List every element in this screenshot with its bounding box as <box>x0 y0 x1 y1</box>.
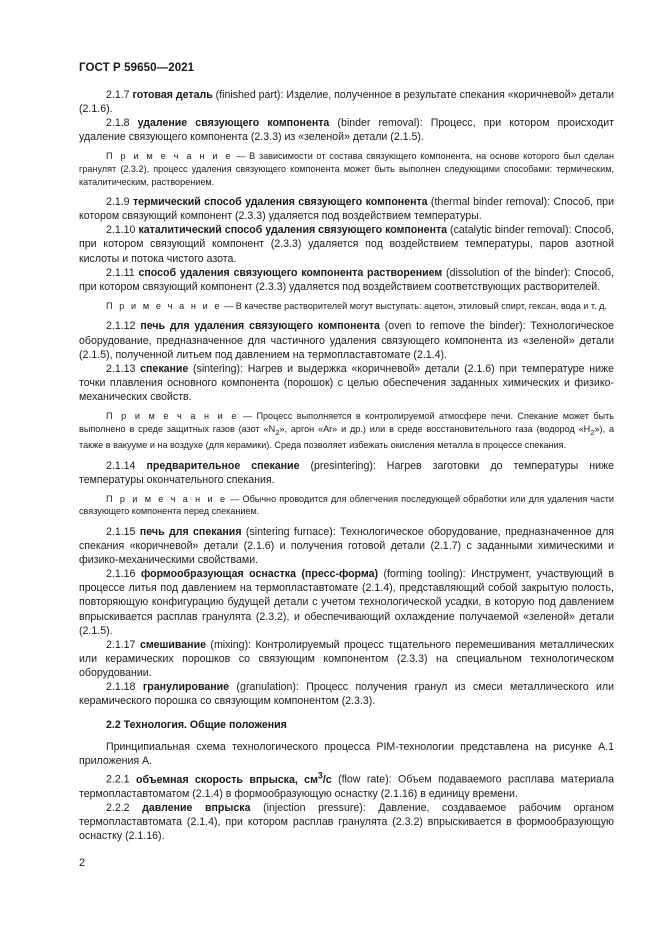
definition: (sintering): Нагрев и выдержка «коричневой» детали (2.1.6) при температуре ниже точки плавления основного компонента (порошок) с целью обеспечения заданных химических и физико-механических свойств. <box>79 362 614 403</box>
definition: (dissolution of the binder): Способ, при котором связующий компонент (2.3.3) удаляется под воздействием соответствующих растворителей. <box>79 266 614 293</box>
subscript: 2 <box>275 427 280 437</box>
clause-number: 2.1.10 <box>106 224 136 237</box>
clause-number: 2.1.15 <box>106 525 136 538</box>
clause-2-1-9 <box>79 195 614 223</box>
term: формообразующая оснастка (пресс-форма) <box>140 568 378 581</box>
definition: (sintering furnace): Технологическое оборудование, предназначенное для спекания «коричневой» детали (2.1.6) и получения готовой детали (2.1.7) с заданными химическими и физико-механическими свойствами. <box>79 525 615 567</box>
clause-2-1-16 <box>79 567 614 637</box>
note-2-1-11 <box>79 300 614 313</box>
note-text: — В зависимости от состава связующего компонента, на основе которого был сделан гранулят (2.3.2), процесс удаления связующего компонента может быть выполнен следующими способами: термическим, каталитическим, растворением. <box>79 151 614 187</box>
term: готовая деталь <box>132 89 213 101</box>
section-title-2-2: 2.2 Технология. Общие положения <box>106 719 287 732</box>
clause-2-1-11 <box>79 266 614 294</box>
definition: (thermal binder removal): Способ, при котором связующий компонент (2.3.3) удаляется под воздействием температуры. <box>79 196 614 223</box>
clause-2-1-18 <box>79 680 614 708</box>
definition: (binder removal): Процесс, при котором происходит удаление связующего компонента (2.3.3) из «зеленой» детали (2.1.5). <box>79 117 614 144</box>
term: каталитический способ удаления связующего компонента <box>138 224 448 237</box>
clause-2-2-2 <box>79 801 614 843</box>
clause-number: 2.2.2 <box>106 802 130 815</box>
clause-number: 2.1.11 <box>106 266 135 279</box>
note-2-1-13 <box>79 410 614 452</box>
note-text-c: »), а также в вакууме и на воздухе (для керамики). Среда позволяет избежать окисления металла в процессе спекания. <box>79 423 615 450</box>
term: удаление связующего компонента <box>137 117 330 130</box>
term <box>135 770 332 786</box>
clause-number: 2.1.7 <box>106 89 130 101</box>
clause-number: 2.1.14 <box>106 459 136 472</box>
definition: (forming tooling): Инструмент, участвующий в процессе литья под давлением на термопластавтомате (2.1.4), представляющий собой закрытую полость, повторяющую конфигурацию будущей детали с учетом технологической усадки, в которую под давлением впрыскивается расплав гранулята (2.3.2), и обеспечивающий охлаждение получаемой «зеленой» детали (2.1.5). <box>79 568 614 637</box>
clause-2-1-8 <box>79 116 614 144</box>
clause-2-1-15 <box>79 525 614 567</box>
clause-number: 2.2.1 <box>106 773 130 786</box>
term: печь для удаления связующего компонента <box>140 320 380 333</box>
definition: (mixing): Контролируемый процесс тщательного перемешивания металлических или керамических порошков со связующим компонентом (2.3.3) на специальном технологическом оборудовании. <box>79 638 614 679</box>
note-text: — В качестве растворителей могут выступать: ацетон, этиловый спирт, гексан, вода и т. д. <box>221 300 607 311</box>
term: гранулирование <box>142 680 230 693</box>
definition: (finished part): Изделие, полученное в результате спекания «коричневой» детали (2.1.6). <box>79 89 614 116</box>
term: предварительное спекание <box>146 459 300 472</box>
note-text-b: », аргон «Ar» и др.) или в среде восстановительного газа (водород «H <box>279 423 591 434</box>
definition: (catalytic binder removal): Способ, при котором связующий компонент (2.3.3) удаляется под воздействием температуры, паров азотной кислоты и потока чистого азота. <box>79 224 614 265</box>
term: спекание <box>140 362 189 375</box>
clause-2-1-17 <box>79 638 614 680</box>
definition: (flow rate): Объем подаваемого расплава материала термопластавтоматом (2.1.4) в формообразующую оснастку (2.1.16) в единицу времени. <box>79 773 614 801</box>
note-text: — Обычно проводится для облегчения последующей обработки или для удаления части связующего компонента перед спеканием. <box>79 493 614 517</box>
page-number: 2 <box>79 857 86 869</box>
term: термический способ удаления связующего компонента <box>132 196 428 209</box>
section-2-2-intro: Принципиальная схема технологического процесса PIM-технологии представлена на рисунке А.1 приложения А. <box>79 741 614 768</box>
note-label: П р и м е ч а н и е <box>106 300 222 311</box>
definition: (granulation): Процесс получения гранул из смеси металлического или керамического порошка со связующим компонентом (2.3.3). <box>79 680 614 708</box>
definition: (presintering): Нагрев заготовки до температуры ниже температуры окончательного спекания. <box>79 459 614 486</box>
clause-number: 2.1.18 <box>106 680 136 693</box>
term: давление впрыска <box>142 802 251 815</box>
document-id-header: ГОСТ Р 59650—2021 <box>79 62 195 74</box>
clause-number: 2.1.12 <box>106 320 136 333</box>
clause-2-1-13 <box>79 362 614 404</box>
note-2-1-14 <box>79 493 614 518</box>
subscript: 2 <box>590 427 595 437</box>
clause-2-1-7 <box>79 88 614 116</box>
term: печь для спекания <box>139 525 242 538</box>
clause-number: 2.1.16 <box>106 568 136 581</box>
page-content <box>79 88 614 843</box>
note-label: П р и м е ч а н и е <box>106 493 228 504</box>
superscript: 3 <box>317 770 323 781</box>
clause-2-1-14 <box>79 459 614 487</box>
clause-number: 2.1.13 <box>106 362 136 375</box>
note-label: П р и м е ч а н и е <box>106 151 233 162</box>
term: смешивание <box>139 638 206 651</box>
term-text: объемная скорость впрыска, см <box>135 773 318 786</box>
clause-number: 2.1.9 <box>106 196 130 209</box>
definition: (oven to remove the binder): Технологическое оборудование, предназначенное для частичного удаления связующего компонента из «зеленой» детали (2.1.5), полученной литьем под давлением на термопластавтомате (2.1.4). <box>79 320 614 361</box>
clause-2-2-1 <box>79 768 614 801</box>
clause-2-1-10 <box>79 223 614 265</box>
term: способ удаления связующего компонента растворением <box>138 266 443 279</box>
clause-number: 2.1.8 <box>106 117 130 130</box>
clause-number: 2.1.17 <box>106 638 136 651</box>
clause-2-1-12 <box>79 319 614 361</box>
definition: (injection pressure): Давление, создаваемое рабочим органом термопластавтомата (2.1.4), при котором расплав гранулята (2.3.2) впрыскивается в формообразующую оснастку (2.1.16). <box>79 802 614 843</box>
term-tail: /с <box>322 773 332 786</box>
note-2-1-8 <box>79 150 614 188</box>
note-label: П р и м е ч а н и е <box>106 410 239 421</box>
note-text-a: — Процесс выполняется в контролируемой атмосфере печи. Спекание может быть выполнено в среде защитных газов (азот «N <box>79 410 615 434</box>
